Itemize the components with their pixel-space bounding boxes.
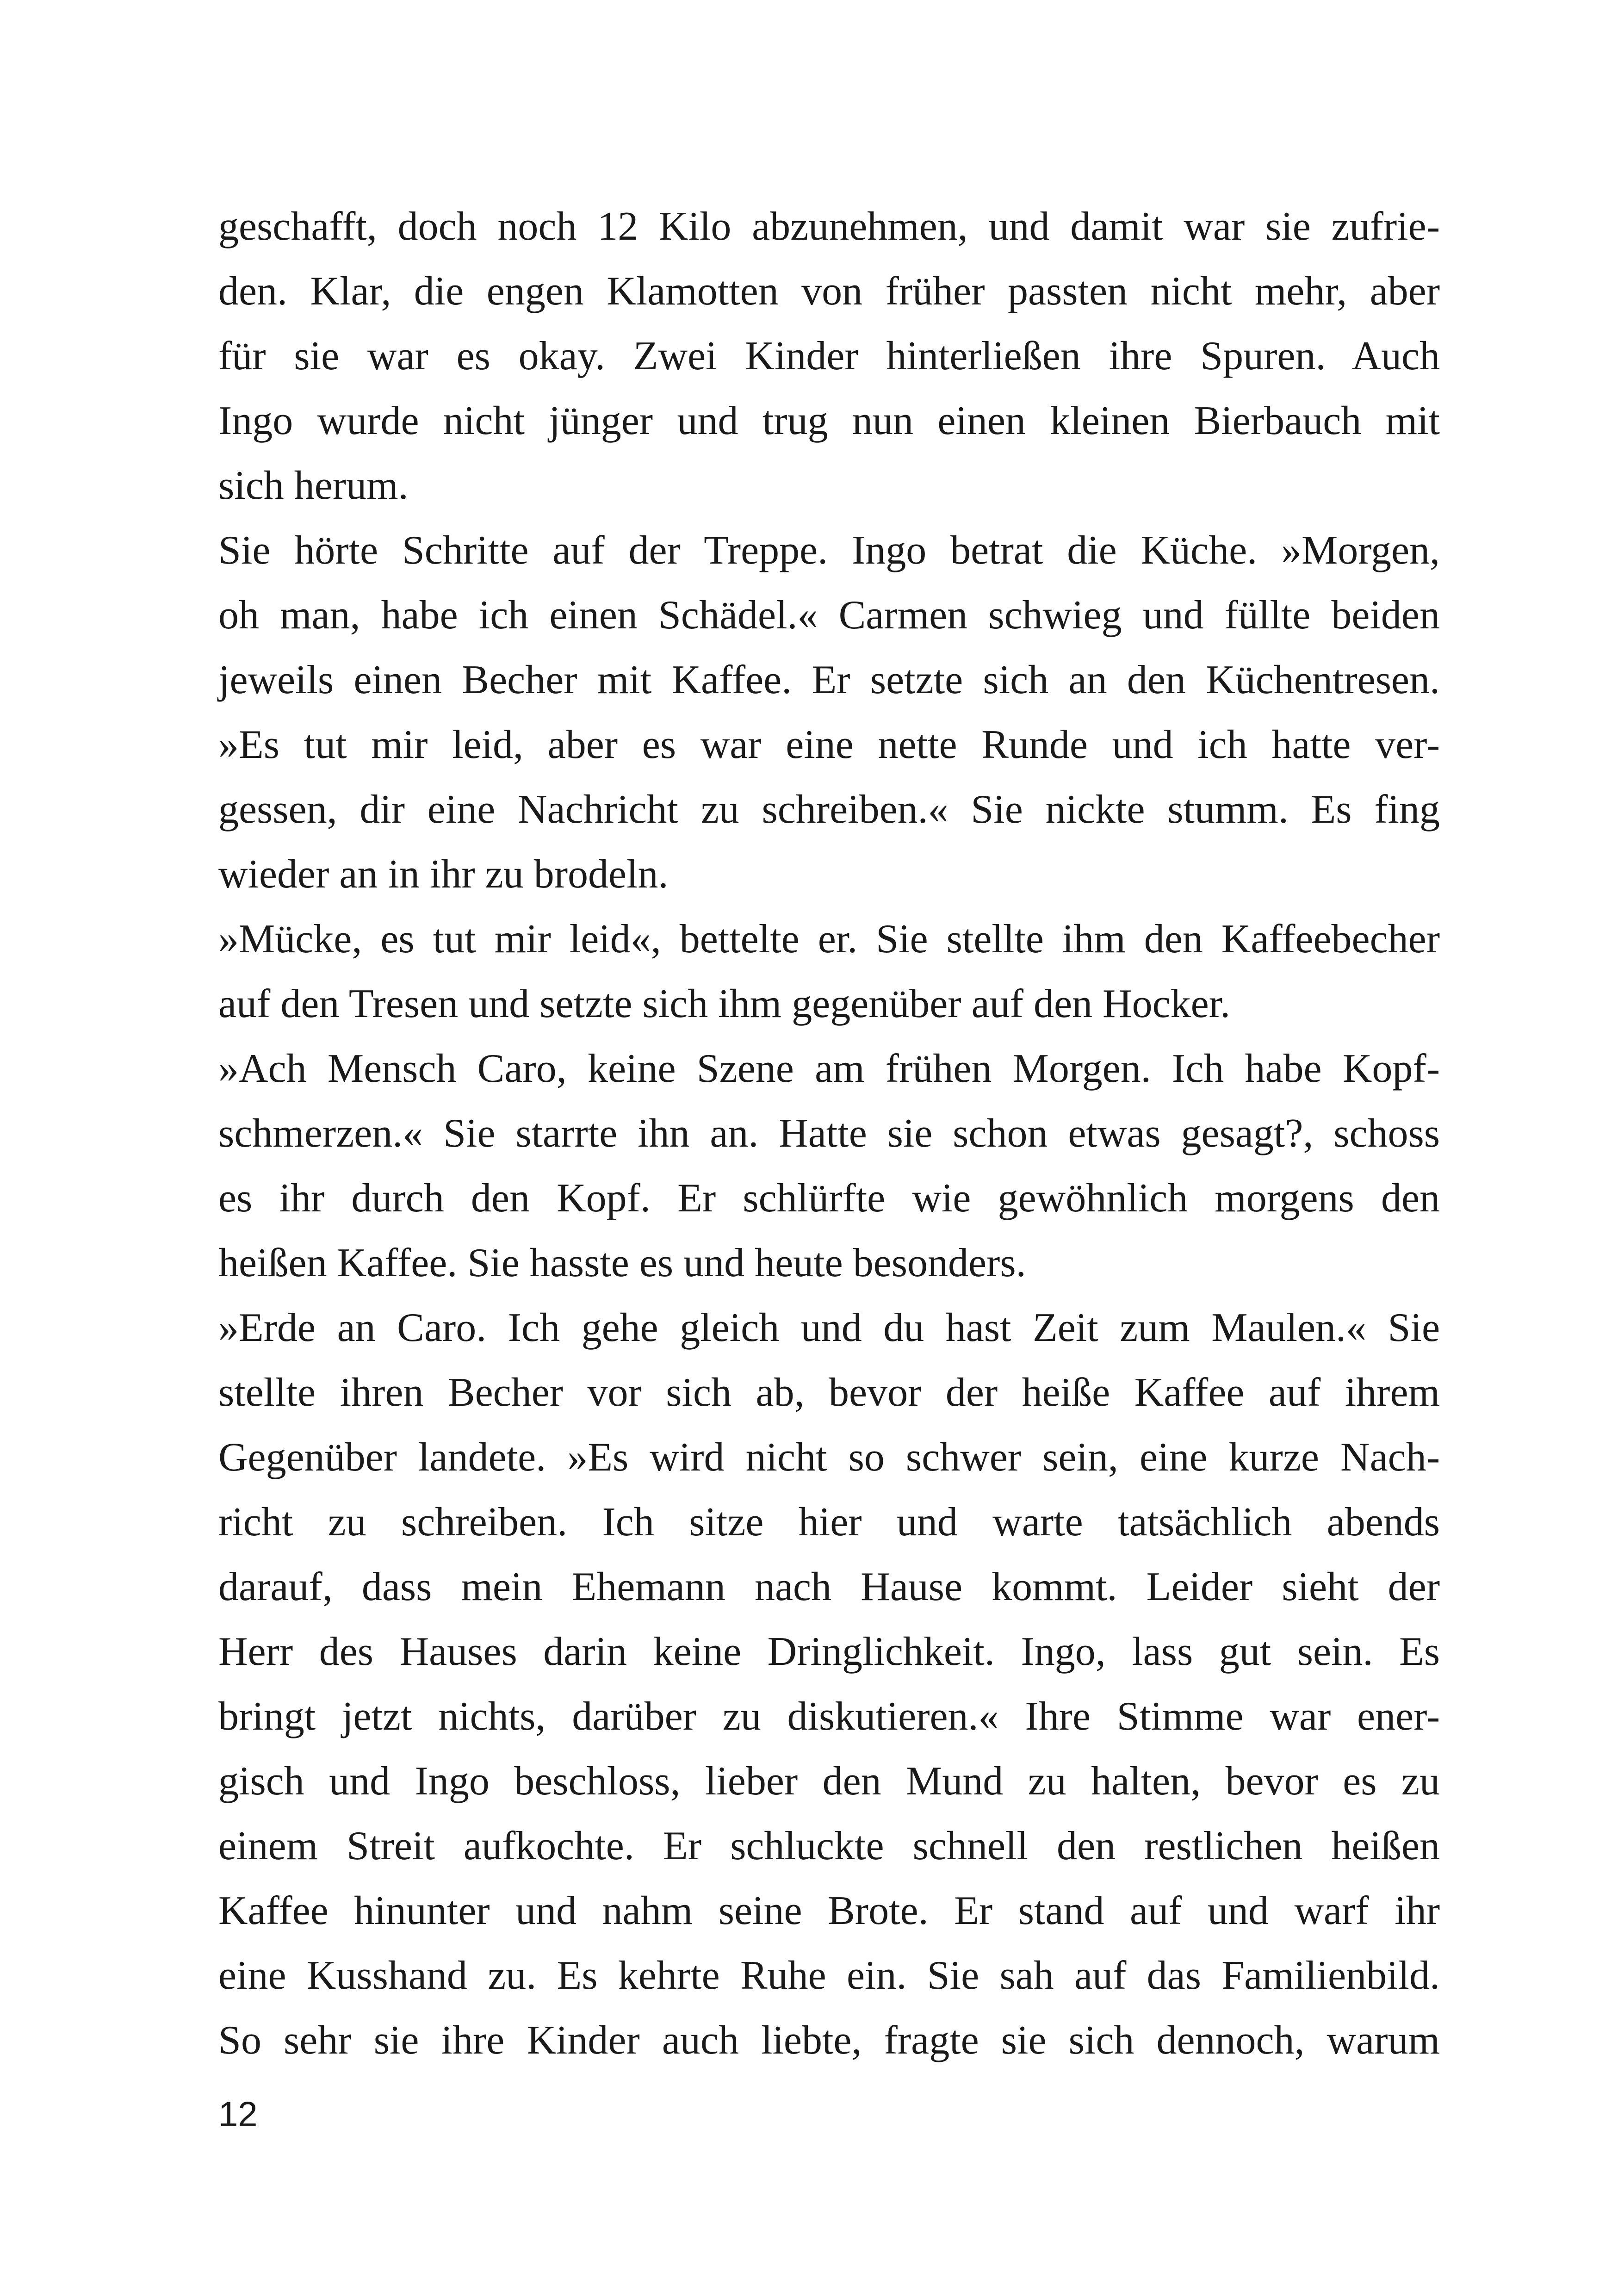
body-text: [218, 194, 1440, 2073]
text-line: So sehr sie ihre Kinder auch liebte, fragte sie sich dennoch, warum: [218, 2018, 1440, 2063]
text-line: oh man, habe ich einen Schädel.« Carmen schwieg und füllte beiden: [218, 593, 1440, 638]
text-line: Ingo wurde nicht jünger und trug nun einen kleinen Bierbauch mit: [218, 398, 1440, 443]
text-line: Sie hörte Schritte auf der Treppe. Ingo betrat die Küche. »Morgen,: [218, 528, 1440, 573]
text-line: gessen, dir eine Nachricht zu schreiben.« Sie nickte stumm. Es fing: [218, 787, 1440, 832]
text-line: bringt jetzt nichts, darüber zu diskutieren.« Ihre Stimme war ener-: [218, 1694, 1440, 1739]
text-line: wieder an in ihr zu brodeln.: [218, 852, 669, 897]
text-line: »Erde an Caro. Ich gehe gleich und du hast Zeit zum Maulen.« Sie: [218, 1305, 1440, 1350]
text-line: Kaffee hinunter und nahm seine Brote. Er stand auf und warf ihr: [218, 1888, 1440, 1933]
text-line: sich herum.: [218, 463, 409, 508]
text-line: jeweils einen Becher mit Kaffee. Er setzte sich an den Küchentresen.: [218, 658, 1440, 702]
text-line: Herr des Hauses darin keine Dringlichkeit. Ingo, lass gut sein. Es: [218, 1629, 1440, 1674]
text-line: einem Streit aufkochte. Er schluckte schnell den restlichen heißen: [218, 1824, 1440, 1868]
page-number: 12: [218, 2095, 258, 2134]
text-line: auf den Tresen und setzte sich ihm gegenüber auf den Hocker.: [218, 981, 1231, 1026]
text-line: gisch und Ingo beschloss, lieber den Mund zu halten, bevor es zu: [218, 1759, 1440, 1804]
text-line: es ihr durch den Kopf. Er schlürfte wie gewöhnlich morgens den: [218, 1176, 1440, 1221]
text-line: darauf, dass mein Ehemann nach Hause kommt. Leider sieht der: [218, 1564, 1440, 1609]
text-line: für sie war es okay. Zwei Kinder hinterließen ihre Spuren. Auch: [218, 334, 1440, 379]
text-line: Gegenüber landete. »Es wird nicht so schwer sein, eine kurze Nach-: [218, 1435, 1440, 1480]
text-line: schmerzen.« Sie starrte ihn an. Hatte sie schon etwas gesagt?, schoss: [218, 1111, 1440, 1156]
text-line: richt zu schreiben. Ich sitze hier und warte tatsächlich abends: [218, 1500, 1440, 1545]
text-line: den. Klar, die engen Klamotten von früher passten nicht mehr, aber: [218, 269, 1440, 314]
text-line: stellte ihren Becher vor sich ab, bevor der heiße Kaffee auf ihrem: [218, 1370, 1440, 1415]
text-line: heißen Kaffee. Sie hasste es und heute besonders.: [218, 1241, 1026, 1285]
text-line: »Mücke, es tut mir leid«, bettelte er. Sie stellte ihm den Kaffeebecher: [218, 917, 1440, 962]
text-line: »Es tut mir leid, aber es war eine nette Runde und ich hatte ver-: [218, 722, 1440, 767]
text-line: geschafft, doch noch 12 Kilo abzunehmen, und damit war sie zufrie-: [218, 204, 1440, 249]
text-line: »Ach Mensch Caro, keine Szene am frühen Morgen. Ich habe Kopf-: [218, 1046, 1440, 1091]
text-line: eine Kusshand zu. Es kehrte Ruhe ein. Sie sah auf das Familienbild.: [218, 1953, 1440, 1998]
